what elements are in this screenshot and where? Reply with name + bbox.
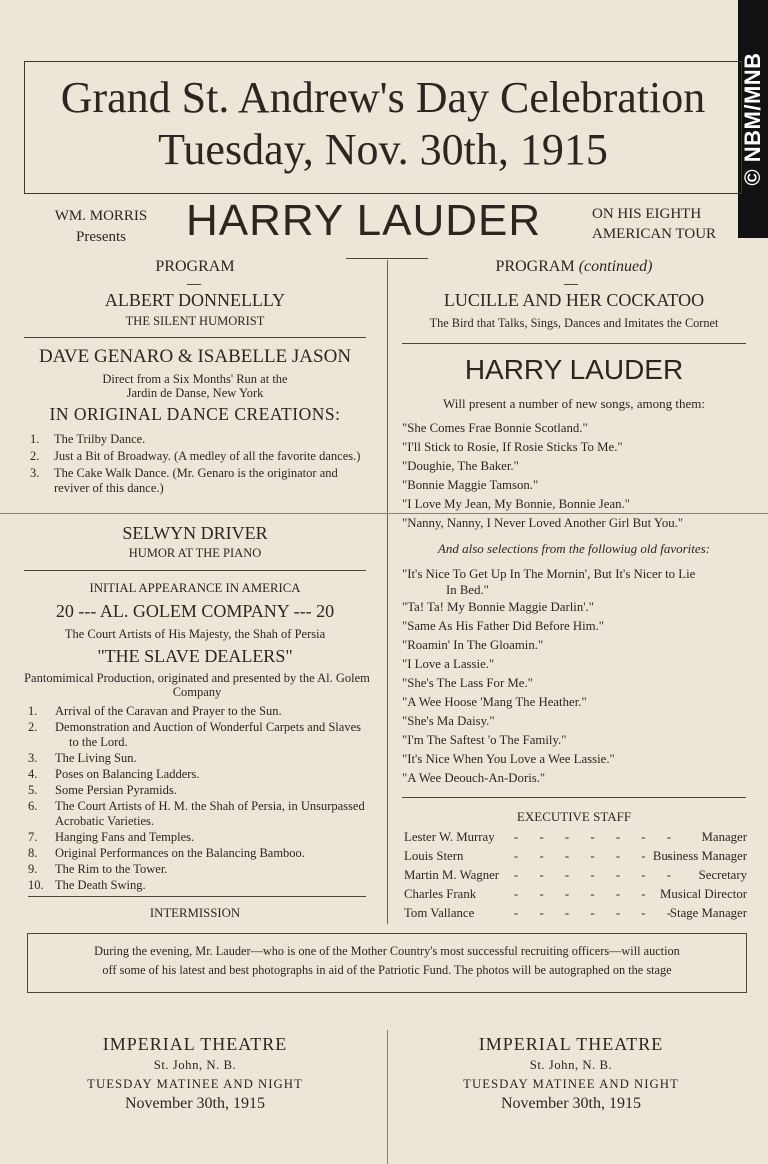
act-albert-donnelly: ALBERT DONNELLLY — [104, 290, 286, 310]
golem-act-list — [28, 704, 370, 893]
tour-line-2: AMERICAN TOUR — [592, 226, 717, 242]
theatre-block-left — [24, 1034, 366, 1113]
program-continued: (continued) — [578, 258, 653, 275]
staff-name: Louis Stern — [404, 849, 464, 863]
song-title: "Roamin' In The Gloamin." — [402, 638, 544, 652]
theatre-block-right — [400, 1034, 742, 1113]
song-title: "A Wee Deouch-An-Doris." — [402, 771, 546, 785]
act-selwyn-desc: HUMOR AT THE PIANO — [128, 546, 262, 560]
event-date: Tuesday, Nov. 30th, 1915 — [158, 125, 608, 174]
song-title: "It's Nice When You Love a Wee Lassie." — [402, 752, 615, 766]
watermark-text: © NBM/MNB — [740, 52, 765, 186]
song-title: "She Comes Frae Bonnie Scotland." — [402, 421, 588, 435]
pantomime-note: Pantomimical Production, originated and presented by the Al. Golem Company — [24, 671, 370, 699]
section-rule — [402, 797, 746, 798]
section-rule — [402, 343, 746, 344]
act-albert-desc: THE SILENT HUMORIST — [125, 314, 265, 328]
old-songs-list — [402, 600, 748, 790]
dash — [187, 284, 201, 285]
theatre-name: IMPERIAL THEATRE — [102, 1034, 288, 1054]
copyright-watermark — [738, 0, 768, 238]
notice-line-2: off some of his latest and best photographs in aid of the Patriotic Fund. The photos will be autographed on the stage — [102, 963, 672, 977]
executive-staff-heading: EXECUTIVE STAFF — [516, 809, 632, 824]
dance-creations-heading: IN ORIGINAL DANCE CREATIONS: — [49, 404, 341, 424]
staff-name: Lester W. Murray — [404, 830, 495, 844]
staff-role: Business Manager — [652, 849, 747, 863]
act-golem-company: 20 --- AL. GOLEM COMPANY --- 20 — [55, 601, 335, 621]
staff-leader: - - - - - - — [514, 887, 655, 901]
staff-leader: - - - - - - - — [514, 849, 681, 863]
song-title: "Same As His Father Did Before Him." — [402, 619, 605, 633]
song-title: "I Love My Jean, My Bonnie, Bonnie Jean." — [402, 497, 630, 511]
act-genaro-desc-line2: Jardin de Danse, New York — [126, 386, 264, 400]
golem-item: 6. The Court Artists of H. M. the Shah of Persia, in Unsurpassed Acrobatic Varieties. — [28, 799, 365, 828]
dash — [564, 284, 578, 285]
staff-leader: - - - - - - - — [514, 906, 681, 920]
golem-item: 4. Poses on Balancing Ladders. — [28, 767, 200, 781]
old-favorites-intro: And also selections from the followiug old favorites: — [437, 541, 711, 556]
staff-name: Tom Vallance — [404, 906, 475, 920]
theatre-city: St. John, N. B. — [529, 1058, 613, 1072]
staff-row — [404, 830, 747, 846]
staff-row — [404, 906, 747, 922]
star-headline: HARRY LAUDER — [186, 196, 542, 245]
staff-leader: - - - - - - - — [514, 868, 681, 882]
song-title: "Nanny, Nanny, I Never Loved Another Girl But You." — [402, 516, 684, 530]
dance-list — [30, 432, 370, 496]
section-rule — [24, 337, 366, 338]
song-title: "Ta! Ta! My Bonnie Maggie Darlin'." — [402, 600, 594, 614]
section-rule — [24, 570, 366, 571]
dance-item: 2. Just a Bit of Broadway. (A medley of all the favorite dances.) — [30, 449, 361, 463]
golem-item: 8. Original Performances on the Balancing Bamboo. — [28, 846, 305, 860]
dance-item: 3. The Cake Walk Dance. (Mr. Genaro is the originator and reviver of this dance.) — [30, 466, 338, 495]
golem-item: 7. Hanging Fans and Temples. — [28, 830, 195, 844]
staff-name: Charles Frank — [404, 887, 477, 901]
old-song-first-line1: "It's Nice To Get Up In The Mornin', But It's Nicer to Lie — [402, 567, 696, 581]
title-box — [24, 61, 742, 194]
intermission: INTERMISSION — [149, 906, 241, 920]
act-genaro-desc — [24, 372, 366, 400]
show-times: TUESDAY MATINEE AND NIGHT — [463, 1077, 679, 1091]
new-songs-intro: Will present a number of new songs, among them: — [443, 396, 705, 411]
song-title: "I'll Stick to Rosie, If Rosie Sticks To Me." — [402, 440, 623, 454]
section-rule — [28, 896, 366, 897]
presenter — [30, 206, 172, 248]
presenter-word: Presents — [76, 229, 126, 245]
song-title: "I'm The Saftest 'o The Family." — [402, 733, 567, 747]
notice-line-1: During the evening, Mr. Lauder—who is one of the Mother Country's most successful recruiting officers—will auction — [94, 944, 680, 958]
staff-name: Martin M. Wagner — [404, 868, 500, 882]
presenter-name: WM. MORRIS — [54, 208, 148, 224]
staff-role: Secretary — [698, 868, 747, 882]
tour-line-1: ON HIS EIGHTH — [592, 206, 702, 222]
golem-item: 5. Some Persian Pyramids. — [28, 783, 177, 797]
song-title: "Doughie, The Baker." — [402, 459, 519, 473]
staff-leader: - - - - - - - — [514, 830, 681, 844]
act-golem-desc: The Court Artists of His Majesty, the Shah of Persia — [64, 627, 326, 641]
star-name: HARRY LAUDER — [464, 354, 684, 385]
theatre-city: St. John, N. B. — [153, 1058, 237, 1072]
show-date: November 30th, 1915 — [125, 1095, 265, 1112]
theatre-name: IMPERIAL THEATRE — [478, 1034, 664, 1054]
act-selwyn-driver: SELWYN DRIVER — [122, 523, 268, 543]
act-lucille: LUCILLE AND HER COCKATOO — [443, 290, 705, 310]
staff-row — [404, 887, 747, 903]
staff-row — [404, 849, 747, 865]
fold-line-vertical — [387, 1030, 388, 1164]
staff-role: Stage Manager — [669, 906, 747, 920]
act-lucille-desc: The Bird that Talks, Sings, Dances and Imitates the Cornet — [429, 316, 719, 330]
show-times: TUESDAY MATINEE AND NIGHT — [87, 1077, 303, 1091]
song-title: "She's Ma Daisy." — [402, 714, 495, 728]
old-song-first-line2: In Bed." — [446, 583, 489, 597]
song-title: "A Wee Hoose 'Mang The Heather." — [402, 695, 587, 709]
dance-item: 1. The Trilby Dance. — [30, 432, 146, 446]
column-divider — [387, 260, 388, 924]
song-title: "Bonnie Maggie Tamson." — [402, 478, 539, 492]
golem-item: 1. Arrival of the Caravan and Prayer to the Sun. — [28, 704, 282, 718]
program-heading-left: PROGRAM — [155, 258, 235, 275]
program-heading-right — [402, 258, 746, 276]
auction-notice — [27, 933, 747, 993]
tour-info — [592, 204, 716, 244]
staff-role: Manager — [701, 830, 747, 844]
golem-item: 10. The Death Swing. — [28, 878, 146, 892]
initial-appearance: INITIAL APPEARANCE IN AMERICA — [89, 581, 301, 595]
show-date: November 30th, 1915 — [501, 1095, 641, 1112]
golem-item: 2. Demonstration and Auction of Wonderful Carpets and Slaves to the Lord. — [28, 720, 361, 749]
golem-item: 9. The Rim to the Tower. — [28, 862, 168, 876]
slave-dealers-title: "THE SLAVE DEALERS" — [97, 646, 293, 666]
song-title: "I Love a Lassie." — [402, 657, 495, 671]
event-title: Grand St. Andrew's Day Celebration — [60, 73, 706, 122]
staff-role: Musical Director — [659, 887, 747, 901]
golem-item: 3. The Living Sun. — [28, 751, 137, 765]
program-heading-right-text: PROGRAM — [495, 258, 575, 275]
new-songs-list — [402, 421, 748, 531]
song-title: "She's The Lass For Me." — [402, 676, 533, 690]
old-song-first — [402, 566, 750, 598]
act-genaro-desc-line1: Direct from a Six Months' Run at the — [102, 372, 288, 386]
act-genaro-jason: DAVE GENARO & ISABELLE JASON — [38, 346, 352, 367]
staff-row — [404, 868, 747, 884]
